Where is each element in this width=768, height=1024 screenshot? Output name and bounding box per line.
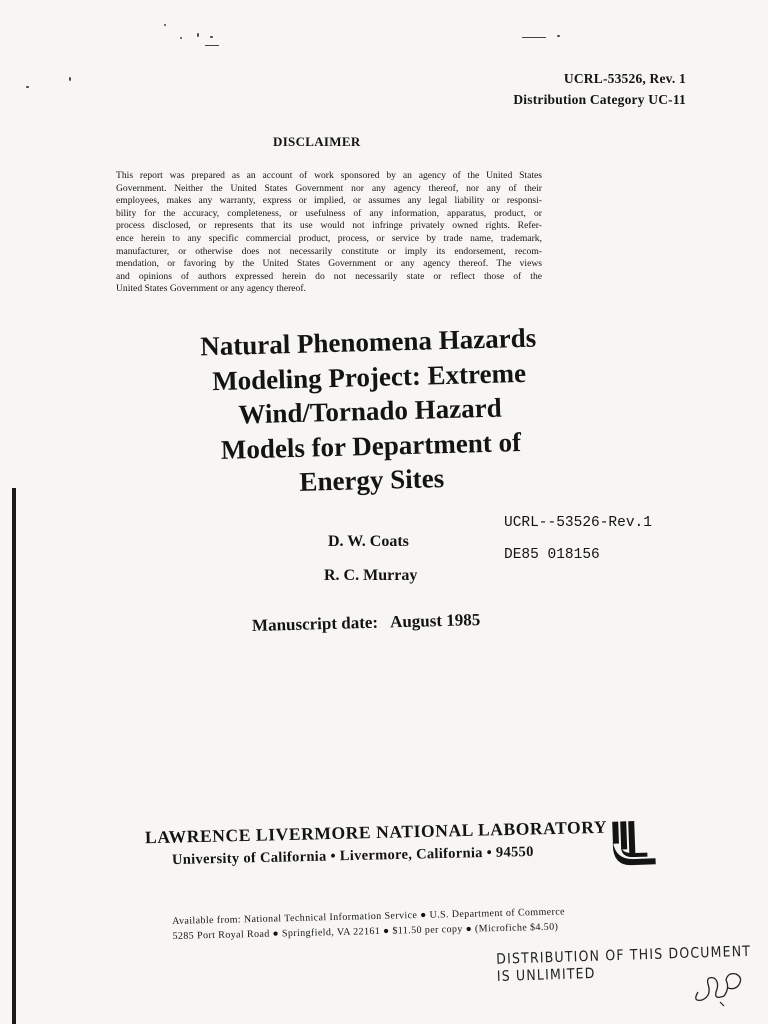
- disclaimer-line: Government. Neither the United States Government nor any agency thereof, nor any of their: [116, 182, 542, 194]
- disclaimer-line: bility for the accuracy, completeness, or usefulness of any information, apparatus, product, or: [116, 207, 542, 219]
- disclaimer-line: mendation, or favoring by the United States Government or any agency thereof. The views: [116, 258, 542, 270]
- disclaimer-line: and opinions of authors expressed herein do not necessarily state or reflect those of the: [116, 270, 542, 282]
- disclaimer-line: This report was prepared as an account of work sponsored by an agency of the United States: [116, 170, 542, 181]
- accession-report-code: UCRL--53526-Rev.1: [504, 515, 652, 531]
- title-line: Wind/Tornado Hazard: [237, 392, 503, 430]
- accession-numbers: [504, 507, 652, 571]
- accession-doe-number: DE85 018156: [504, 547, 600, 563]
- laboratory-name: LAWRENCE LIVERMORE NATIONAL LABORATORY: [144, 816, 608, 848]
- scan-speck: [180, 37, 182, 39]
- distribution-stamp: DISTRIBUTION OF THIS DOCUMENT IS UNLIMITED: [496, 941, 752, 985]
- availability-notice: [172, 904, 566, 944]
- author-name: R. C. Murray: [324, 567, 418, 584]
- disclaimer-line: ence herein to any specific commercial product, process, or service by trade name, trademark,: [116, 232, 542, 244]
- title-line: Modeling Project: Extreme: [211, 357, 527, 396]
- title-line: Energy Sites: [299, 463, 445, 497]
- disclaimer-line: employees, makes any warranty, express or implied, or assumes any legal liability or responsi-: [116, 195, 542, 207]
- scan-edge-bar: [12, 488, 16, 1024]
- author-name: D. W. Coats: [328, 533, 409, 550]
- distribution-category: Distribution Category UC-11: [513, 92, 686, 107]
- manuscript-date: [252, 610, 481, 636]
- handwritten-initials: [690, 962, 752, 1008]
- disclaimer-line: United States Government or any agency thereof.: [116, 283, 306, 295]
- manuscript-date-label: Manuscript date:: [251, 612, 379, 635]
- scan-speck: [26, 86, 29, 88]
- title-line: Models for Department of: [220, 426, 522, 465]
- laboratory-address: University of California • Livermore, California • 94550: [171, 843, 534, 869]
- report-number: UCRL-53526, Rev. 1: [563, 71, 686, 86]
- report-identifier: [513, 68, 686, 110]
- llnl-logo-icon: [611, 819, 659, 869]
- scan-speck: [205, 45, 219, 46]
- manuscript-date-value: August 1985: [389, 610, 481, 632]
- disclaimer-body: [116, 170, 542, 296]
- disclaimer-title: DISCLAIMER: [273, 134, 361, 149]
- scan-speck: [557, 35, 560, 37]
- scan-speck: [69, 77, 71, 81]
- scan-speck: [522, 37, 546, 38]
- disclaimer-line: manufacturer, or otherwise does not necessarily constitute or imply its endorsement, recom-: [116, 245, 542, 257]
- disclaimer-line: process disclosed, or represents that its use would not infringe privately owned rights. Refer-: [116, 220, 542, 232]
- availability-line: 5285 Port Royal Road ● Springfield, VA 22161 ● $11.50 per copy ● (Microfiche $4.50): [172, 921, 559, 942]
- report-title: [148, 319, 592, 503]
- title-line: Natural Phenomena Hazards: [199, 322, 537, 362]
- scan-speck: [210, 36, 213, 38]
- scan-speck: [197, 33, 199, 37]
- scan-speck: [164, 24, 166, 26]
- availability-line: Available from: National Technical Information Service ● U.S. Department of Commerce: [172, 906, 566, 927]
